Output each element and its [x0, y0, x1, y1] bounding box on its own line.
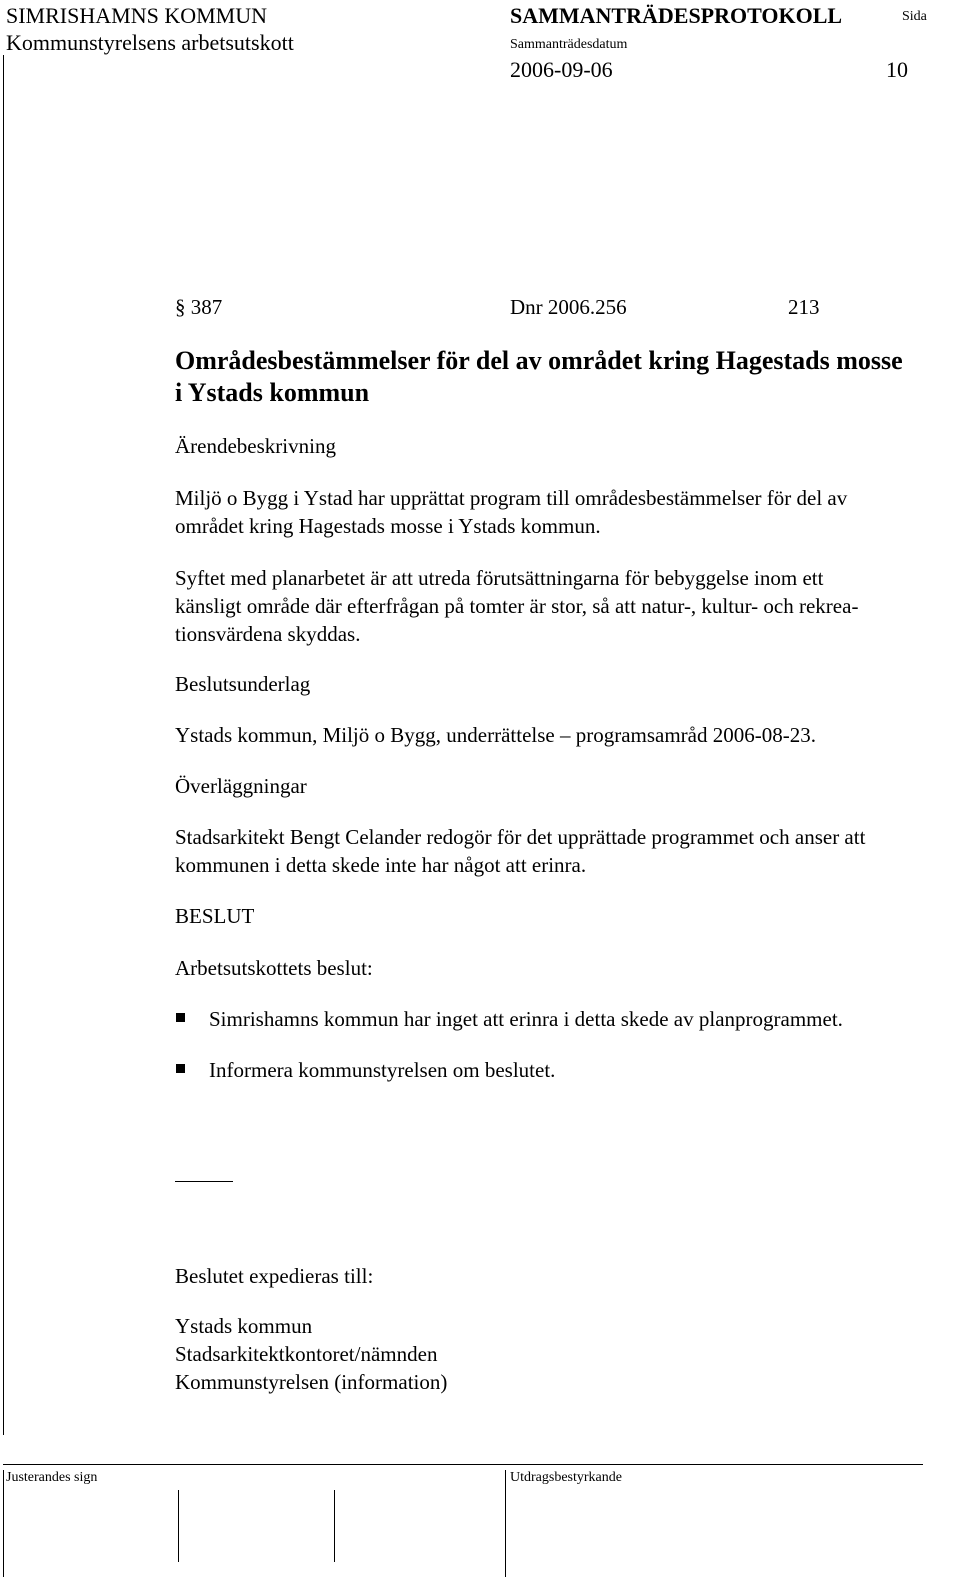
left-margin-rule [3, 55, 4, 1435]
recipient-1: Ystads kommun [175, 1314, 313, 1338]
bullet-square-icon [176, 1064, 185, 1073]
section-heading-description: Ärendebeskrivning [175, 434, 336, 458]
footer-left-rule [3, 1470, 4, 1577]
description-p1-line2: området kring Hagestads mosse i Ystads kommun. [175, 514, 601, 538]
diary-number: Dnr 2006.256 [510, 295, 627, 319]
case-title-line2: i Ystads kommun [175, 378, 370, 407]
section-heading-deliberations: Överläggningar [175, 774, 307, 798]
case-number: 213 [788, 295, 820, 319]
meeting-date: 2006-09-06 [510, 57, 613, 82]
decision-intro: Arbetsutskottets beslut: [175, 956, 373, 980]
signature-field-divider [334, 1490, 335, 1562]
decision-item-2: Informera kommunstyrelsen om beslutet. [209, 1058, 556, 1082]
description-p1-line1: Miljö o Bygg i Ystad har upprättat program till områdesbestämmelser för del av [175, 486, 848, 510]
document-type: SAMMANTRÄDESPROTOKOLL [510, 3, 843, 28]
committee-name: Kommunstyrelsens arbetsutskott [6, 30, 294, 55]
footer-middle-rule [505, 1470, 506, 1577]
decision-item-1: Simrishamns kommun har inget att erinra i detta skede av planprogrammet. [209, 1007, 843, 1031]
deliberations-line1: Stadsarkitekt Bengt Celander redogör för det upprättade programmet och anser att [175, 825, 866, 849]
page-number: 10 [886, 57, 908, 82]
basis-text: Ystads kommun, Miljö o Bygg, underrättelse – programsamråd 2006-08-23. [175, 723, 816, 747]
separator-line [175, 1181, 233, 1182]
footer-rule [3, 1464, 923, 1465]
extract-label: Utdragsbestyrkande [510, 1470, 622, 1485]
section-heading-decision: BESLUT [175, 904, 255, 928]
case-title-line1: Områdesbestämmelser för del av området kring Hagestads mosse [175, 346, 903, 375]
meeting-date-label: Sammanträdesdatum [510, 37, 628, 52]
bullet-square-icon [176, 1013, 185, 1022]
description-p2-line3: tionsvärdena skyddas. [175, 622, 361, 646]
sign-label: Justerandes sign [6, 1470, 98, 1485]
org-name: SIMRISHAMNS KOMMUN [6, 3, 267, 28]
description-p2-line1: Syftet med planarbetet är att utreda förutsättningarna för bebyggelse inom ett [175, 566, 824, 590]
recipient-2: Stadsarkitektkontoret/nämnden [175, 1342, 438, 1366]
section-heading-basis: Beslutsunderlag [175, 672, 311, 696]
recipient-3: Kommunstyrelsen (information) [175, 1370, 448, 1394]
page-label: Sida [902, 9, 927, 24]
distribution-heading: Beslutet expedieras till: [175, 1264, 374, 1288]
description-p2-line2: känsligt område där efterfrågan på tomter är stor, så att natur-, kultur- och rekrea- [175, 594, 859, 618]
section-number: § 387 [175, 295, 223, 319]
deliberations-line2: kommunen i detta skede inte har något att erinra. [175, 853, 587, 877]
signature-field-divider [178, 1490, 179, 1562]
